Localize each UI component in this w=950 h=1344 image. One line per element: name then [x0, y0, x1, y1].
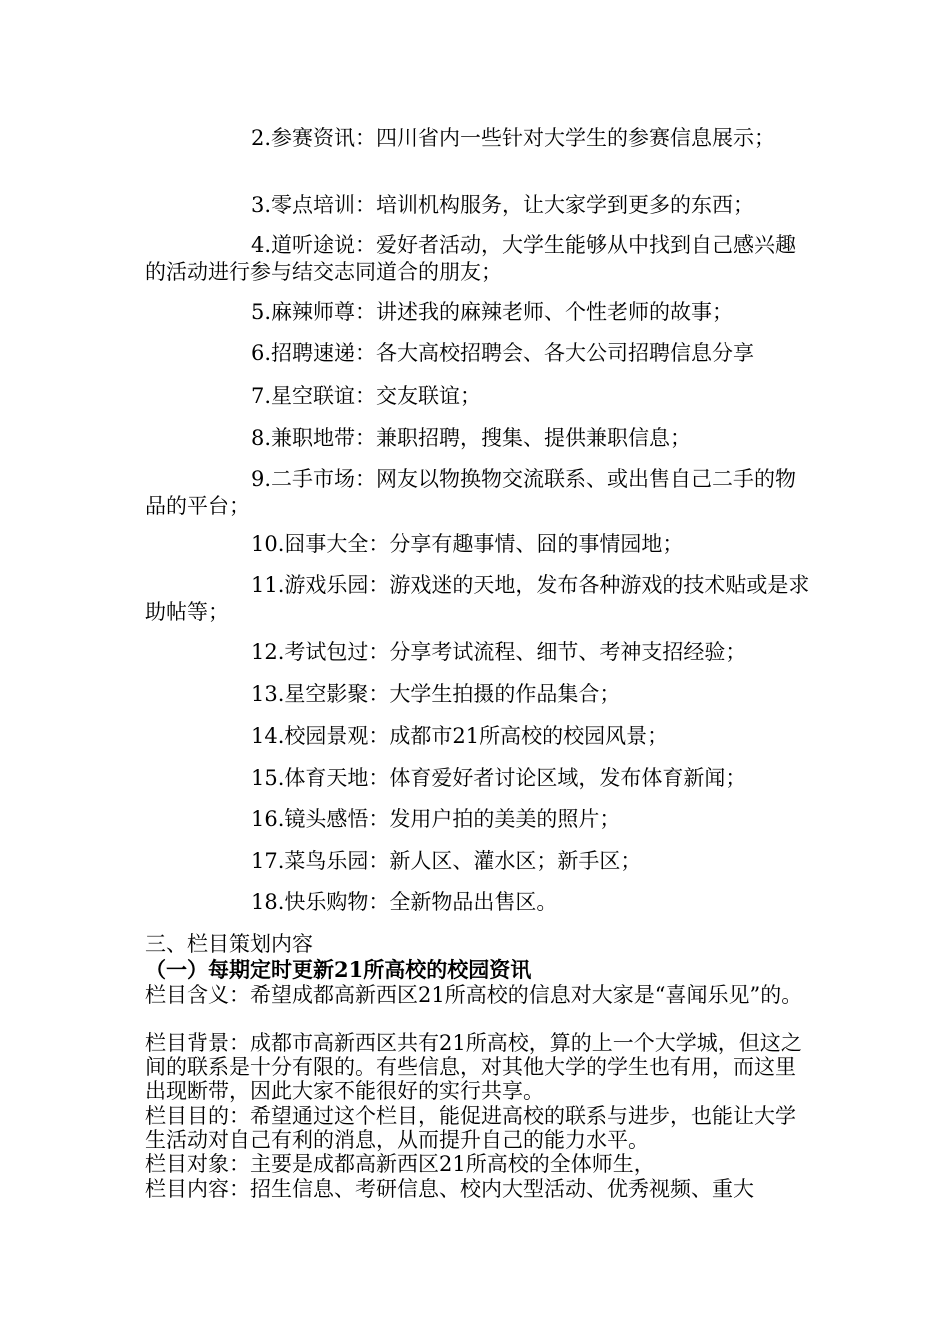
- list-item: 2.参赛资讯：四川省内一些针对大学生的参赛信息展示；: [251, 126, 776, 150]
- paragraph-audience: 栏目对象：主要是成都高新西区21所高校的全体师生，: [145, 1152, 655, 1176]
- paragraph-content: 栏目内容：招生信息、考研信息、校内大型活动、优秀视频、重大: [145, 1177, 754, 1201]
- paragraph-background: 栏目背景：成都市高新西区共有21所高校，算的上一个大学城，但这之间的联系是十分有限的。有些信息，对其他大学的学生也有用，而这里出现断带，因此大家不能很好的实行共享。: [145, 1031, 802, 1103]
- list-item: 10.囧事大全：分享有趣事情、囧的事情园地；: [251, 532, 684, 556]
- list-item: 14.校园景观：成都市21所高校的校园风景；: [251, 724, 669, 748]
- list-item: 11.游戏乐园：游戏迷的天地，发布各种游戏的技术贴或是求助帖等；: [145, 573, 810, 624]
- list-item: 7.星空联谊：交友联谊；: [251, 384, 482, 408]
- list-item: 4.道听途说：爱好者活动，大学生能够从中找到自己感兴趣的活动进行参与结交志同道合的朋友；: [145, 233, 797, 284]
- list-item: 3.零点培训：培训机构服务，让大家学到更多的东西；: [251, 193, 755, 217]
- list-item: 6.招聘速递：各大高校招聘会、各大公司招聘信息分享: [251, 341, 755, 365]
- list-item: 5.麻辣师尊：讲述我的麻辣老师、个性老师的故事；: [251, 300, 734, 324]
- list-item: 8.兼职地带：兼职招聘，搜集、提供兼职信息；: [251, 426, 692, 450]
- list-item: 16.镜头感悟：发用户拍的美美的照片；: [251, 807, 621, 831]
- paragraph-purpose: 栏目目的：希望通过这个栏目，能促进高校的联系与进步，也能让大学生活动对自己有利的消息，从而提升自己的能力水平。: [145, 1104, 796, 1152]
- paragraph-meaning: 栏目含义：希望成都高新西区21所高校的信息对大家是“喜闻乐见”的。: [145, 983, 803, 1007]
- list-item: 12.考试包过：分享考试流程、细节、考神支招经验；: [251, 640, 747, 664]
- list-item: 9.二手市场：网友以物换物交流联系、或出售自己二手的物品的平台；: [145, 467, 797, 518]
- list-item: 13.星空影聚：大学生拍摄的作品集合；: [251, 682, 621, 706]
- section-subheading: （一）每期定时更新21所高校的校园资讯: [145, 957, 532, 982]
- list-item: 15.体育天地：体育爱好者讨论区域，发布体育新闻；: [251, 766, 747, 790]
- list-item: 18.快乐购物：全新物品出售区。: [251, 890, 558, 914]
- list-item: 17.菜鸟乐园：新人区、灌水区；新手区；: [251, 849, 642, 873]
- section-heading: 三、栏目策划内容: [145, 932, 313, 956]
